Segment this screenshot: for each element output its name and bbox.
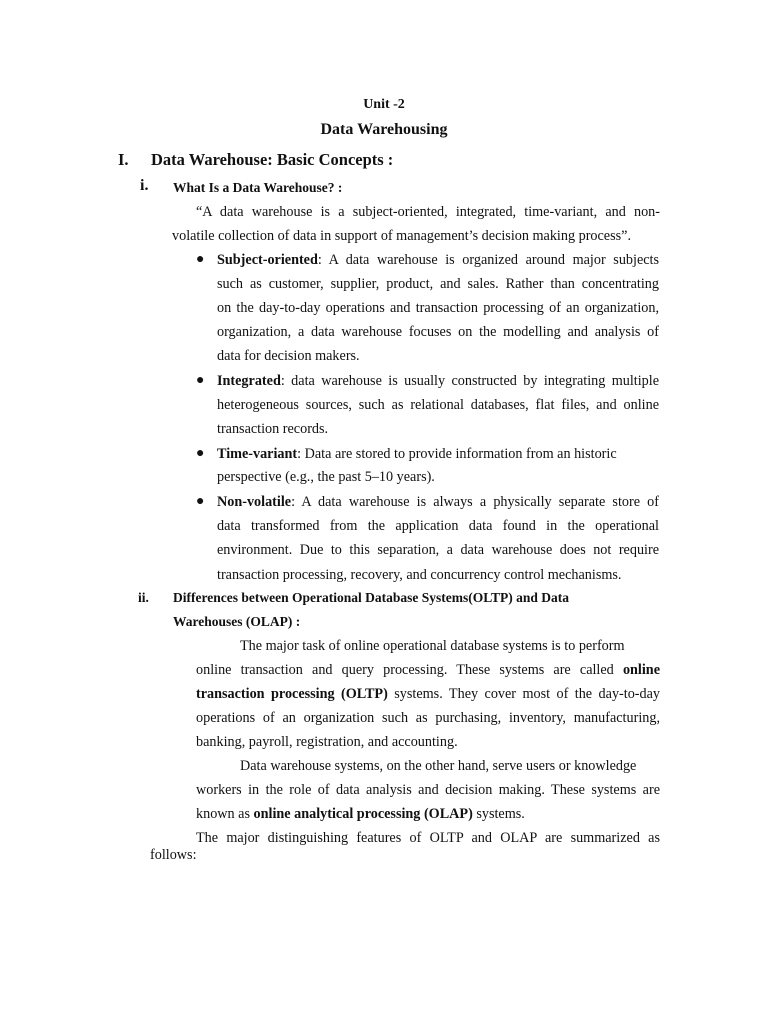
bullet-line: transaction processing, recovery, and concurrency control mechanisms. (217, 567, 622, 583)
bullet-term: Non-volatile (217, 494, 292, 510)
bullet-text: : Data are stored to provide information from an historic (297, 446, 617, 462)
section-heading: Data Warehouse: Basic Concepts : (151, 150, 394, 169)
paragraph-text: online transaction and query processing. These systems are called (196, 662, 623, 678)
page-title: Data Warehousing (320, 121, 448, 138)
bullet-line (217, 493, 659, 511)
bullet-line: data for decision makers. (217, 348, 360, 364)
paragraph-line: banking, payroll, registration, and accounting. (196, 734, 458, 750)
bullet-term: Subject-oriented (217, 252, 318, 268)
bullet-line: such as customer, supplier, product, and sales. Rather than concentrating (217, 276, 659, 292)
paragraph-text: systems. (472, 806, 525, 822)
bullet-term: Integrated (217, 373, 281, 389)
paragraph-line (196, 685, 660, 703)
bullet-line: perspective (e.g., the past 5–10 years). (217, 469, 435, 485)
paragraph-line (196, 661, 660, 679)
bullet-line: transaction records. (217, 421, 329, 437)
definition-quote-line: “A data warehouse is a subject-oriented, integrated, time-variant, and non- (196, 204, 660, 220)
paragraph-text: systems. They cover most of the day-to-day (387, 686, 661, 702)
bullet-text: : A data warehouse is always a physically separate store of (291, 494, 659, 510)
bullet-line (217, 251, 659, 269)
paragraph-line: Data warehouse systems, on the other hand, serve users or knowledge (240, 758, 637, 774)
bullet-text: : A data warehouse is organized around major subjects (317, 252, 659, 268)
paragraph-line: follows: (150, 847, 197, 863)
paragraph-line: The major distinguishing features of OLTP and OLAP are summarized as (196, 830, 660, 846)
bullet-line (217, 372, 659, 390)
bullet-dot-icon: ● (196, 446, 205, 461)
bullet-line: environment. Due to this separation, a data warehouse does not require (217, 542, 659, 558)
paragraph-line: workers in the role of data analysis and decision making. These systems are (196, 782, 660, 798)
bullet-dot-icon: ● (196, 252, 205, 267)
bullet-text: : data warehouse is usually constructed by integrating multiple (280, 373, 659, 389)
bullet-line (217, 445, 617, 463)
bullet-line: data transformed from the application data found in the operational (217, 518, 659, 534)
paragraph-text: known as (196, 806, 254, 822)
bullet-line: on the day-to-day operations and transaction processing of an organization, (217, 300, 659, 316)
subsection-heading-i: What Is a Data Warehouse? : (173, 180, 343, 195)
bullet-line: heterogeneous sources, such as relational databases, flat files, and online (217, 397, 659, 413)
bullet-dot-icon: ● (196, 373, 205, 388)
unit-label: Unit -2 (363, 97, 405, 112)
definition-quote-line: volatile collection of data in support of management’s decision making process”. (172, 228, 631, 244)
subsection-heading-ii: Differences between Operational Database Systems(OLTP) and Data (173, 590, 569, 605)
bullet-dot-icon: ● (196, 494, 205, 509)
subsection-numeral-ii: ii. (138, 590, 149, 605)
subsection-heading-ii: Warehouses (OLAP) : (173, 614, 301, 629)
section-numeral: I. (118, 150, 129, 169)
paragraph-line (196, 805, 525, 823)
term-oltp: online (622, 662, 660, 678)
bullet-line: organization, a data warehouse focuses on the modelling and analysis of (217, 324, 659, 340)
term-oltp: transaction processing (OLTP) (196, 686, 388, 702)
bullet-term: Time-variant (217, 446, 298, 462)
paragraph-line: operations of an organization such as purchasing, inventory, manufacturing, (196, 710, 660, 726)
subsection-numeral-i: i. (140, 177, 149, 194)
term-olap: online analytical processing (OLAP) (253, 806, 473, 822)
paragraph-line: The major task of online operational database systems is to perform (240, 638, 625, 654)
